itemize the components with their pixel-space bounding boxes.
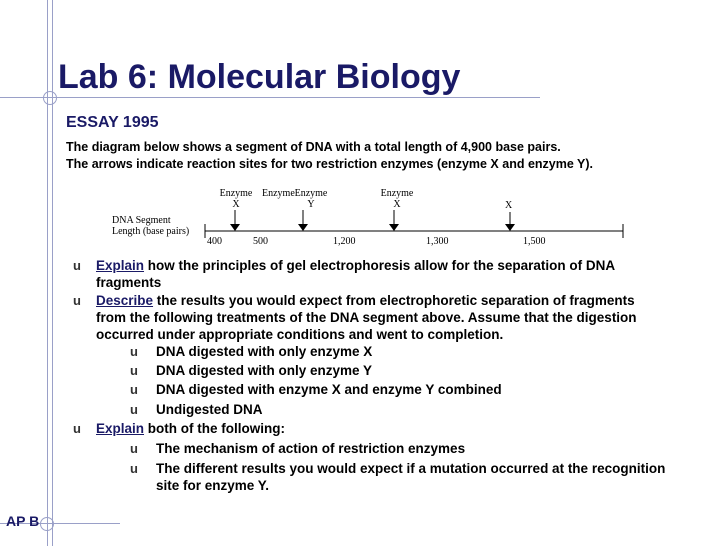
sub-bullet-enzyme-y: DNA digested with only enzyme Y [156, 363, 373, 378]
slide-title: Lab 6: Molecular Biology [58, 58, 461, 96]
sub-bullet-marker: u [130, 382, 138, 397]
enzyme-label-x1: Enzyme X [219, 188, 253, 210]
sub-bullet-mutation: The different results you would expect if a mutation occurred at the recognition site for enzyme Y. [156, 461, 666, 493]
sub-bullet-marker: u [130, 441, 138, 456]
arrow-x2-icon [389, 210, 399, 231]
sub-bullet-marker: u [130, 344, 138, 359]
sub-bullet-marker: u [130, 461, 138, 476]
frame-line-left-2 [52, 0, 53, 546]
dna-label: DNA Segment Length (base pairs) [112, 215, 190, 237]
intro-text [66, 139, 593, 173]
length-400: 400 [207, 236, 222, 247]
sub-bullet-marker: u [130, 402, 138, 417]
bullet-1-key: Explain [96, 258, 145, 273]
enzyme-label-x3: X [505, 200, 513, 211]
sub-bullet-combined: DNA digested with enzyme X and enzyme Y combined [156, 382, 502, 397]
bullet-2: Describe the results you would expect from electrophoretic separation of fragments from the following treatments of the DNA segment above. Assume that the digestion occurred under appropriate conditions and went to completion. [96, 293, 637, 342]
bullet-2-key: Describe [96, 293, 154, 308]
length-1300: 1,300 [426, 236, 449, 247]
footer-label: AP B [6, 513, 40, 529]
bullet-marker: u [73, 293, 81, 308]
bullet-1: Explain how the principles of gel electrophoresis allow for the separation of DNA fragments [96, 258, 616, 290]
intro-line-1: The diagram below shows a segment of DNA with a total length of 4,900 base pairs. [66, 140, 561, 154]
essay-heading: ESSAY 1995 [66, 114, 159, 131]
dna-diagram [0, 180, 728, 250]
sub-bullet-enzyme-x: DNA digested with only enzyme X [156, 344, 373, 359]
length-500: 500 [253, 236, 268, 247]
bullet-3: Explain both of the following: [96, 421, 285, 436]
bullet-marker: u [73, 421, 81, 436]
arrow-x1-icon [230, 210, 240, 231]
length-1500: 1,500 [523, 236, 546, 247]
frame-line-top [0, 97, 540, 98]
enzyme-label-y: Enzyme Y [294, 188, 328, 210]
enzyme-label-x2: Enzyme X [380, 188, 414, 210]
enzyme-label-y-left: Enzyme [262, 188, 295, 199]
bullet-3-key: Explain [96, 421, 145, 436]
arrow-x3-icon [505, 212, 515, 231]
frame-crosshair-bottom-icon [40, 517, 54, 531]
dna-line-svg [0, 180, 728, 250]
arrow-y-icon [298, 210, 308, 231]
sub-bullet-mechanism: The mechanism of action of restriction enzymes [156, 441, 466, 456]
sub-bullet-undigested: Undigested DNA [156, 402, 263, 417]
intro-line-2: The arrows indicate reaction sites for two restriction enzymes (enzyme X and enzyme Y). [66, 157, 594, 171]
bullet-marker: u [73, 258, 81, 273]
length-1200: 1,200 [333, 236, 356, 247]
sub-bullet-marker: u [130, 363, 138, 378]
frame-line-left [47, 0, 48, 546]
frame-crosshair-icon [43, 91, 57, 105]
